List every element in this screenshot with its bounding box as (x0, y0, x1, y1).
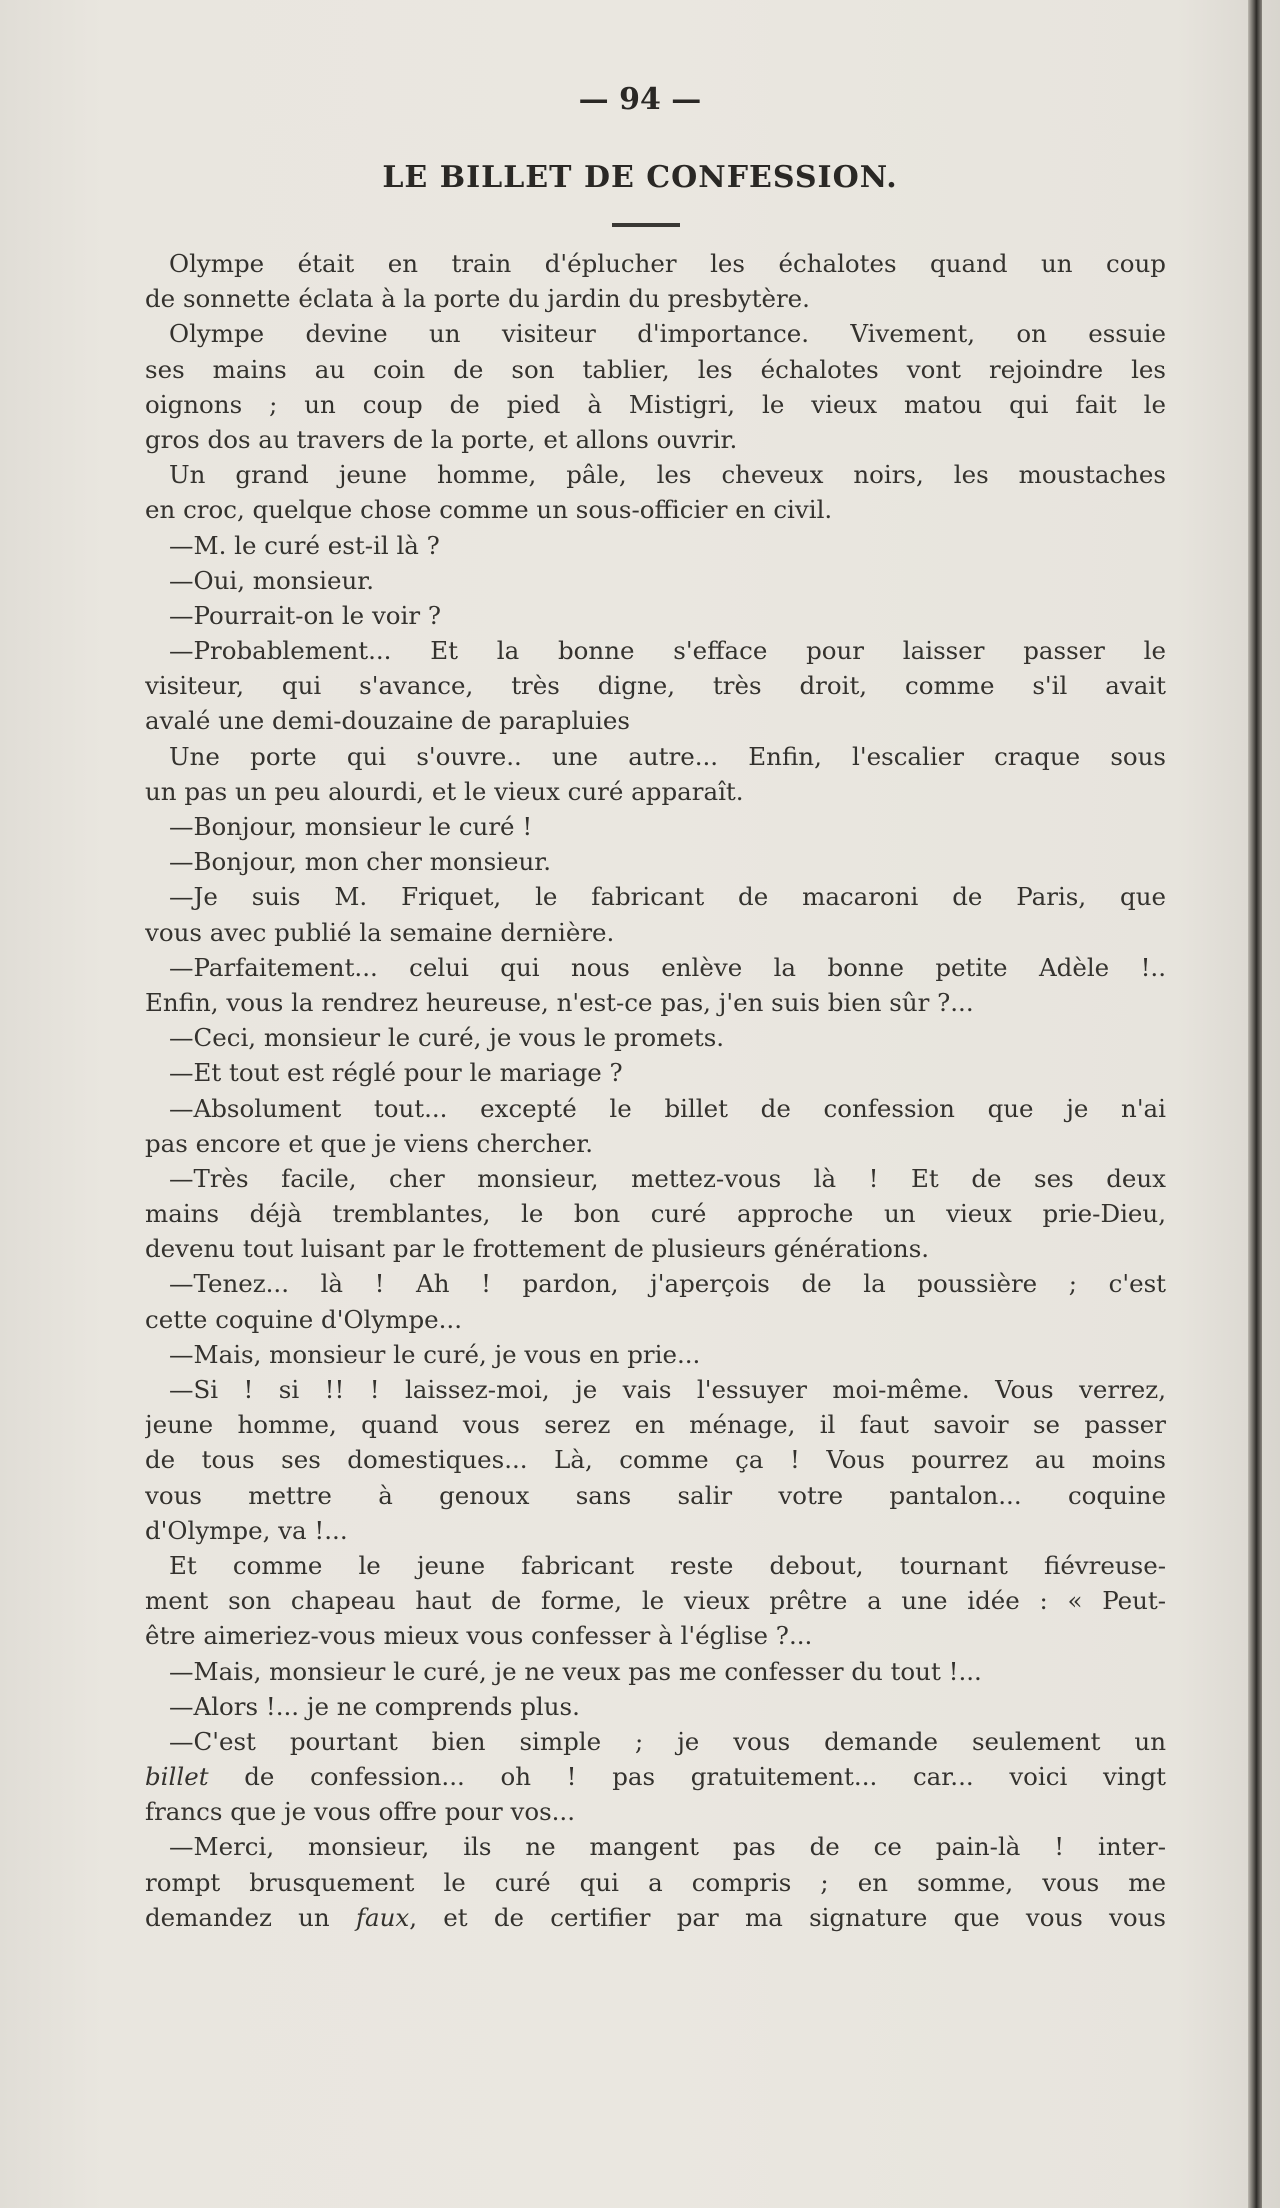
text-line: avalé une demi-douzaine de parapluies (145, 706, 630, 736)
text-line: de sonnette éclata à la porte du jardin du presbytère. (145, 284, 810, 314)
text-line: —Bonjour, monsieur le curé ! (169, 812, 533, 841)
text-line: demandez un faux, et de certifier par ma signature que vous vous (145, 1902, 1166, 1932)
text-line: Olympe était en train d'éplucher les échalotes quand un coup (169, 249, 1166, 278)
text-line: rompt brusquement le curé qui a compris ; en somme, vous me (145, 1867, 1166, 1897)
text-line: gros dos au travers de la porte, et allons ouvrir. (145, 424, 738, 454)
text-line: billet de confession... oh ! pas gratuitement... car... voici vingt (145, 1762, 1166, 1792)
title-rule (612, 223, 680, 227)
chapter-title: LE BILLET DE CONFESSION. (382, 160, 898, 195)
text-line: —C'est pourtant bien simple ; je vous demande seulement un (169, 1726, 1166, 1756)
page-number: — 94 — (578, 82, 702, 117)
text-line: Enfin, vous la rendrez heureuse, n'est-ce pas, j'en suis bien sûr ?... (145, 987, 974, 1017)
text-line: Olympe devine un visiteur d'importance. Vivement, on essuie (169, 319, 1166, 349)
text-line: Une porte qui s'ouvre.. une autre... Enfin, l'escalier craque sous (169, 741, 1166, 771)
text-line: —Bonjour, mon cher monsieur. (169, 847, 552, 877)
text-line: oignons ; un coup de pied à Mistigri, le vieux matou qui fait le (145, 389, 1166, 419)
text-line: être aimeriez-vous mieux vous confesser à l'église ?... (145, 1621, 813, 1651)
text-line: vous mettre à genoux sans salir votre pantalon... coquine (145, 1480, 1166, 1510)
text-line: mains déjà tremblantes, le bon curé approche un vieux prie-Dieu, (145, 1199, 1166, 1229)
text-line: Un grand jeune homme, pâle, les cheveux noirs, les moustaches (169, 460, 1166, 490)
text-line: cette coquine d'Olympe... (145, 1304, 462, 1334)
text-line: —Mais, monsieur le curé, je ne veux pas me confesser du tout !... (169, 1656, 982, 1686)
binding-edge (1248, 0, 1262, 2208)
text-line: en croc, quelque chose comme un sous-officier en civil. (145, 495, 833, 525)
text-line: d'Olympe, va !... (145, 1515, 348, 1545)
text-line: Et comme le jeune fabricant reste debout, tournant fiévreuse- (169, 1550, 1166, 1580)
text-line: ment son chapeau haut de forme, le vieux prêtre a une idée : « Peut- (145, 1586, 1166, 1616)
body-text (145, 246, 1166, 1935)
text-line: —Probablement... Et la bonne s'efface pour laisser passer le (169, 636, 1166, 666)
text-line: —Je suis M. Friquet, le fabricant de macaroni de Paris, que (169, 882, 1166, 912)
text-line: —Merci, monsieur, ils ne mangent pas de ce pain-là ! inter- (169, 1832, 1166, 1862)
text-line: —Pourrait-on le voir ? (169, 600, 442, 630)
text-line: pas encore et que je viens chercher. (145, 1128, 593, 1158)
text-line: vous avec publié la semaine dernière. (145, 917, 615, 947)
text-line: un pas un peu alourdi, et le vieux curé apparaît. (145, 776, 744, 806)
text-line: francs que je vous offre pour vos... (145, 1797, 576, 1827)
text-line: ses mains au coin de son tablier, les échalotes vont rejoindre les (145, 354, 1166, 384)
text-line: —Parfaitement... celui qui nous enlève la bonne petite Adèle !.. (169, 952, 1166, 982)
text-line: visiteur, qui s'avance, très digne, très droit, comme s'il avait (145, 671, 1166, 701)
text-line: —M. le curé est-il là ? (169, 530, 440, 560)
text-line: —Tenez... là ! Ah ! pardon, j'aperçois de la poussière ; c'est (169, 1269, 1166, 1299)
text-line: —Oui, monsieur. (169, 565, 375, 595)
text-line: —Absolument tout... excepté le billet de confession que je n'ai (169, 1093, 1166, 1123)
text-line: jeune homme, quand vous serez en ménage, il faut savoir se passer (145, 1410, 1166, 1440)
text-line: —Très facile, cher monsieur, mettez-vous là ! Et de ses deux (169, 1163, 1166, 1193)
text-line: devenu tout luisant par le frottement de plusieurs générations. (145, 1234, 930, 1264)
text-line: —Mais, monsieur le curé, je vous en prie... (169, 1339, 701, 1369)
text-line: —Alors !... je ne comprends plus. (169, 1691, 580, 1721)
text-line: —Si ! si !! ! laissez-moi, je vais l'essuyer moi-même. Vous verrez, (169, 1375, 1166, 1404)
text-line: —Ceci, monsieur le curé, je vous le promets. (169, 1023, 725, 1053)
text-line: —Et tout est réglé pour le mariage ? (169, 1058, 623, 1088)
text-line: de tous ses domestiques... Là, comme ça ! Vous pourrez au moins (145, 1445, 1166, 1475)
